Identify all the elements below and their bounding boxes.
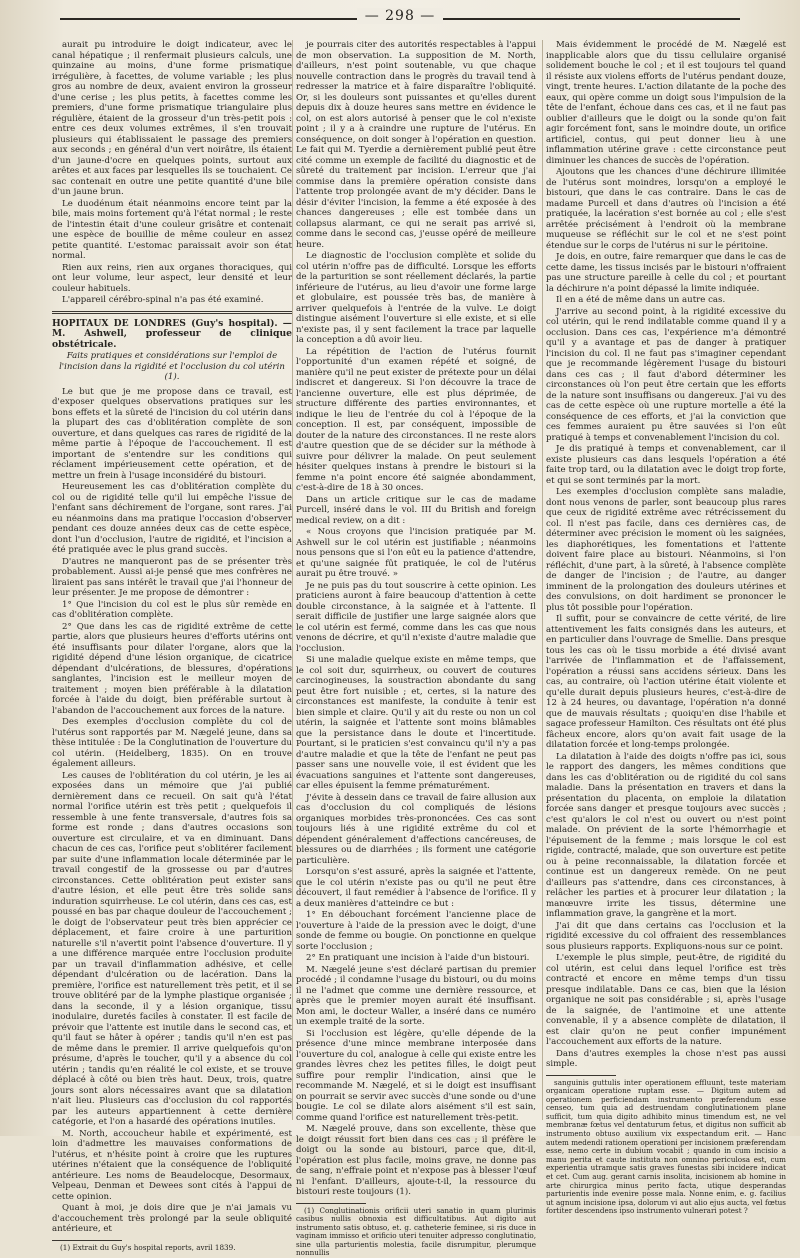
paragraph: Les exemples d'occlusion complète sans maladie, dont nous venons de parler, sont beaucoup plus rares que ceux de rigidité extrême avec rétrécissement du col. Il n'est pas facile, dans ces dernières cas, de déterminer avec précision le moment où les saignées, les diaphorétiques, les fomentations et l'attente doivent faire place au bistouri. Néanmoins, si l'on réfléchit, d'une part, à la sûreté, à l'absence complète de danger de l'incision ; de l'autre, au danger imminent de la prolongation des douleurs utérines et des convulsions, on doit hardiment se prononcer le plus tôt possible pour l'opération.	[546, 487, 786, 613]
paragraph: Rien aux reins, rien aux organes thoraciques, qui ont leur volume, leur aspect, leur densité et leur couleur habituels.	[52, 263, 292, 295]
paragraph: Les causes de l'oblitération du col utérin, je les ai exposées dans un mémoire que j'ai publié dernièrement dans ce recueil. On sait qu'à l'état normal l'orifice utérin est très petit ; quelquefois il ressemble à une fente transversale, d'autres fois sa forme est ronde ; dans d'autres occasions son ouverture est circulaire, et va en diminuant. Dans chacun de ces cas, l'orifice peut s'oblitérer facilement par suite d'une inflammation locale déterminée par le travail congestif de la grossesse ou par d'autres circonstances. Cette oblitération peut exister sans d'autre lésion, et elle peut être très solide sans induration squirrheuse. Le col utérin, dans ces cas, est poussé en bas par chaque douleur de l'accouchement ; le doigt de l'observateur peut très bien apprécier ce déplacement, et faire croire à une parturition naturelle s'il n'avertit point l'absence d'ouverture. Il y a une différence marquée entre l'occlusion produite par un travail d'inflammation adhésive, et celle dépendant d'ulcération ou de lacération. Dans la première, l'orifice est naturellement très petit, et il se trouve oblitéré par de la lymphe plastique organisée ; dans la seconde, il y a lésion organique, tissu inodulaire, duretés faciles à constater. Il est facile de prévoir que l'attente est inutile dans le second cas, et qu'il faut se hâter à opérer ; tandis qu'il n'en est pas de même dans le premier. Il arrive quelquefois qu'on présume, d'après le toucher, qu'il y a absence du col utérin ; tandis qu'en réalité le col existe, et se trouve déplacé à côté ou bien très haut. Deux, trois, quatre jours sont alors nécessaires avant que sa dilatation n'ait lieu. Plusieurs cas d'occlusion du col rapportés par les auteurs appartiennent à cette dernière catégorie, et l'on a hasardé des opérations inutiles.	[52, 771, 292, 1128]
footnote-rule	[546, 1075, 616, 1076]
column-1	[52, 40, 292, 1120]
footnote-rule	[296, 1203, 366, 1204]
paragraph: Dans un article critique sur le cas de madame Purcell, inséré dans le vol. III du British and foreign medical review, on a dit :	[296, 495, 536, 527]
paragraph: « Nous croyons que l'incision pratiquée par M. Ashwell sur le col utérin est justifiable ; néanmoins nous pensons que si l'on eût eu la patience d'attendre, et qu'une saignée fût pratiquée, le col de l'utérus aurait pu être trouvé. »	[296, 527, 536, 580]
paragraph: J'arrive au second point, à la rigidité excessive du col utérin, qui le rend indilatable comme quand il y a occlusion. Dans ces cas, l'expérience m'a démontré qu'il y a avantage et pas de danger à pratiquer l'incision du col. Il ne faut pas s'imaginer cependant que je recommande légèrement l'usage du bistouri dans ces cas ; il faut d'abord déterminer les circonstances où l'on peut être certain que les efforts de la nature sont insuffisans ou dangereux. J'ai vu des cas de cette espèce où une rupture mortelle a été la conséquence de ces efforts, et j'ai la conviction que ces femmes auraient pu être sauvées si l'on eût pratiqué à temps et convenablement l'incision du col.	[546, 307, 786, 444]
page-number-text: — 298 —	[357, 8, 444, 24]
paragraph: Ajoutons que les chances d'une déchirure illimitée de l'utérus sont moindres, lorsqu'on a employé le bistouri, que dans le cas contraire. Dans le cas de madame Purcell et dans d'autres où l'incision a été pratiquée, la lacération s'est bornée au col ; elle s'est arrêtée précisément à l'endroit où la membrane muqueuse se réfléchit sur le col et ne s'est point étendue sur le corps de l'utérus ni sur le péritoine.	[546, 167, 786, 251]
page-header	[0, 6, 800, 32]
paragraph: Je dois, en outre, faire remarquer que dans le cas de cette dame, les tissus incisés par le bistouri n'offraient pas une structure pareille à celle du col ; et pourtant la déchirure n'a point dépassé la limite indiquée.	[546, 252, 786, 294]
paragraph: aurait pu introduire le doigt indicateur, avec le canal hépatique ; il renfermait plusieurs calculs, une quinzaine au moins, d'une forme prismatique irrégulière, à facettes, de volume variable ; les plus gros au nombre de deux, avaient environ la grosseur d'une cerise ; les plus petits, à facettes comme les premiers, d'une forme prismatique triangulaire plus régulière, étaient de la grosseur d'un très-petit pois : entre ces deux volumes extrêmes, il s'en trouvait plusieurs qui établissaient le passage des premiers aux seconds ; en général d'un vert noirâtre, ils étaient d'un jaune-d'ocre en quelques points, surtout aux arêtes et aux faces par lesquelles ils se touchaient. Ce sac contenait en outre une petite quantité d'une bile d'un jaune brun.	[52, 40, 292, 198]
paragraph: Heureusement les cas d'oblitération complète du col ou de rigidité telle qu'il lui empêche l'issue de l'enfant sans déchirement de l'organe, sont rares. J'ai eu néanmoins dans ma pratique l'occasion d'observer pendant ces douze années deux cas de cette espèce, dont l'un d'occlusion, l'autre de rigidité, et l'incision a été pratiquée avec le plus grand succès.	[52, 482, 292, 556]
paragraph: M. Nægelé jeune s'est déclaré partisan du premier procédé ; il condamne l'usage du bistouri, ou du moins il ne l'admet que comme une dernière ressource, et après que le premier moyen aurait été insuffisant. Mon ami, le docteur Waller, a inséré dans ce numéro un exemple traité de la sorte.	[296, 965, 536, 1028]
paragraph: Dans d'autres exemples la chose n'est pas aussi simple.	[546, 1049, 786, 1070]
paragraph: M. North, accoucheur habile et expérimenté, est loin d'admettre les mauvaises conformations de l'utérus, et n'hésite point à croire que les ruptures utérines n'étaient que la conséquence de l'obliquité antérieure. Les noms de Beaudelocque, Desormaux, Velpeau, Denman et Dewees sont cités à l'appui de cette opinion.	[52, 1129, 292, 1203]
page-number	[0, 8, 800, 24]
paragraph: Il suffit, pour se convaincre de cette vérité, de lire attentivement les faits consignés dans les auteurs, et en particulier dans l'ouvrage de Smellie. Dans presque tous les cas où le tissu morbide a été divisé avant l'arrivée de l'inflammation et de l'affaissement, l'opération a réussi sans accidens sérieux. Dans les cas, au contraire, où l'action utérine était violente et qu'elle durait depuis plusieurs heures, c'est-à-dire de 12 à 24 heures, ou davantage, l'opération n'a donné que de mauvais résultats ; quoiqu'en dise l'habile et sagace professeur Hamilton. Ces résultats ont été plus fâcheux encore, alors qu'on avait fait usage de la dilatation forcée et long-temps prolongée.	[546, 614, 786, 751]
paragraph: 2° Que dans les cas de rigidité extrême de cette partie, alors que plusieurs heures d'efforts utérins ont été insuffisants pour dilater l'organe, alors que la rigidité dépend d'une lésion organique, de cicatrice dépendant d'ulcérations, de blessures, d'opérations sanglantes, l'incision est le meilleur moyen de traitement ; moyen bien préférable à la dilatation forcée à l'aide du doigt, bien préférable surtout à l'abandon de l'accouchement aux forces de la nature.	[52, 622, 292, 717]
paragraph: je pourrais citer des autorités respectables à l'appui de mon observation. La supposition de M. North, d'ailleurs, n'est point soutenable, vu que chaque nouvelle contraction dans le progrès du travail tend à redresser la matrice et à faire disparaître l'obliquité. Or, si les douleurs sont puissantes et qu'elles durent depuis dix à douze heures sans mettre en évidence le col, on est alors autorisé à penser que le col n'existe point ; il y a à craindre une rupture de l'utérus. En conséquence, on doit songer à l'opération en question. Le fait qui M. Tyerdie a dernièrement publié peut être cité comme un exemple de facilité du diagnostic et de sûreté du traitement par incision. L'erreur que j'ai commise dans la première opération consiste dans l'attente trop prolongée avant de m'y décider. Dans le désir d'éviter l'incision, la femme a été exposée à des chances dangereuses ; elle est tombée dans un collapsus alarmant, ce qui ne serait pas arrivé si, comme dans le second cas, j'eusse opéré de meilleure heure.	[296, 40, 536, 250]
paragraph: L'exemple le plus simple, peut-être, de rigidité du col utérin, est celui dans lequel l'orifice est très contracté et encore en même temps d'un tissu presque indilatable. Dans ce cas, bien que la lésion organique ne soit pas considérable ; si, après l'usage de la saignée, de l'antimoine et une attente convenable, il y a absence complète de dilatation, il est clair qu'on ne peut confier impunément l'accouchement aux efforts de la nature.	[546, 953, 786, 1048]
paragraph: Il en a été de même dans un autre cas.	[546, 295, 786, 306]
paragraph: J'évite à dessein dans ce travail de faire allusion aux cas d'occlusion du col compliqués de lésions organiques morbides très-prononcées. Ces cas sont toujours liés à une rigidité extrême du col et dépendent généralement d'affections cancéreuses, de blessures ou de diarrhées ; ils forment une catégorie particulière.	[296, 793, 536, 867]
paragraph: M. Nægelé prouve, dans son excellente, thèse que le doigt réussit fort bien dans ces cas ; il préfère le doigt ou la sonde au bistouri, parce que, dit-il, l'opération est plus facile, moins grave, ne donne pas de sang, n'effraie point et n'expose pas à blesser l'œuf ni l'enfant. D'ailleurs, ajoute-t-il, la ressource du bistouri reste toujours (1).	[296, 1124, 536, 1198]
paragraph: La répétition de l'action de l'utérus fournit l'opportunité d'un examen répété et soigné, de manière qu'il ne peut exister de prétexte pour un délai indiscret et dangereux. Si l'on découvre la trace de l'ancienne ouverture, elle est plus déprimée, de structure différente des parties environnantes, et indique le lieu de l'entrée du col à l'époque de la conception. Il est, par conséquent, impossible de douter de la nature des circonstances. Il ne reste alors d'autre question que de se décider sur la méthode à suivre pour délivrer la malade. On peut seulement hésiter quelques instans à prendre le bistouri si la femme n'a point encore été saignée abondamment, c'est-à-dire de 18 à 30 onces.	[296, 347, 536, 494]
article-heading: HOPITAUX DE LONDRES (Guy's hospital). — M. Ashwell, professeur de clinique obstétricale.	[52, 319, 292, 351]
paragraph: Lorsqu'on s'est assuré, après la saignée et l'attente, que le col utérin n'existe pas ou qu'il ne peut être découvert, il faut remédier à l'absence de l'orifice. Il y a deux manières d'atteindre ce but :	[296, 867, 536, 909]
article-subheading: Faits pratiques et considérations sur l'emploi de l'incision dans la rigidité et l'occlusion du col utérin (1).	[52, 351, 292, 383]
footnote-rule	[52, 1240, 122, 1241]
paragraph: Le but que je me propose dans ce travail, est d'exposer quelques observations pratiques sur les bons effets et la sûreté de l'incision du col utérin dans la plupart des cas d'oblitération complète de son ouverture, et dans quelques cas rares de rigidité de la même partie à l'époque de l'accouchement. Il est important de s'entendre sur les conditions qui réclament impérieusement cette opération, et de mettre un frein à l'usage inconsidéré du bistouri.	[52, 387, 292, 482]
paragraph: Le duodénum était néanmoins encore teint par la bile, mais moins fortement qu'à l'état normal ; le reste de l'intestin était d'une couleur grisâtre et contenait une espèce de bouillie de même couleur en assez petite quantité. L'estomac paraissait avoir son état normal.	[52, 199, 292, 262]
section-rule	[52, 311, 292, 314]
paragraph: J'ai dit que dans certains cas l'occlusion et la rigidité excessive du col offraient des ressemblances sous plusieurs rapports. Expliquons-nous sur ce point.	[546, 921, 786, 953]
column-3	[546, 40, 786, 1120]
column-divider	[292, 40, 293, 1120]
paragraph: 1° Que l'incision du col est le plus sûr remède en cas d'oblitération complète.	[52, 600, 292, 621]
footnote: (1) Conglutinationis orificii uteri sanatio in quam plurimis casibus nullis obnoxia est difficultatibus. Aut digito aut instrumento satis obtuso, et. g. catheterie feminee, si ris duce in vaginam immisso et orificio uteri tenuiter adpresso conglutinatio, sine ulla parturientis molestia, facile disrumpitur, plerumque nonnullis	[296, 1207, 536, 1258]
paragraph: Mais évidemment le procédé de M. Nægelé est inapplicable alors que du tissu cellulaire organisé solidement bouche le col ; et il est toujours tel quand il résiste aux violens efforts de l'utérus pendant douze, vingt, trente heures. L'action dilatante de la poche des eaux, qui opère comme un doigt sous l'impulsion de la tête de l'enfant, échoue dans ces cas, et il ne faut pas oublier d'ailleurs que le doigt ou la sonde qu'on fait agir forcément font, sans le moindre doute, un orifice artificiel, contus, qui peut donner lieu à une inflammation utérine grave : cette circonstance peut diminuer les chances de succès de l'opération.	[546, 40, 786, 166]
paragraph: Quant à moi, je dois dire que je n'ai jamais vu d'accouchement très prolongé par la seule obliquité antérieure, et	[52, 1203, 292, 1235]
paragraph: Le diagnostic de l'occlusion complète et solide du col utérin n'offre pas de difficulté. Lorsque les efforts de la parturition se sont réellement déclarés, la partie inférieure de l'utérus, au lieu d'avoir une forme large et globulaire, est poussée très bas, de manière à arriver quelquefois à l'entrée de la vulve. Le doigt distingue aisément l'ouverture si elle existe, et si elle n'existe pas, il y sent facilement la trace par laquelle la conception a dû avoir lieu.	[296, 251, 536, 346]
column-divider	[542, 40, 543, 1120]
paragraph: Je ne puis pas du tout souscrire à cette opinion. Les praticiens auront à faire beaucoup d'attention à cette double circonstance, à la saignée et à l'attente. Il serait difficile de justifier une large saignée alors que le col utérin est fermé, comme dans les cas que nous venons de décrire, et qu'il n'existe d'autre maladie que l'occlusion.	[296, 581, 536, 655]
paragraph: L'appareil cérébro-spinal n'a pas été examiné.	[52, 295, 292, 306]
paragraph: Je dis pratiqué à temps et convenablement, car il existe plusieurs cas dans lesquels l'opération a été faite trop tard, ou la dilatation avec le doigt trop forte, et qui se sont terminés par la mort.	[546, 444, 786, 486]
paragraph: D'autres ne manqueront pas de se présenter très probablement. Aussi ai-je pensé que mes confrères ne liraient pas sans intérêt le travail que j'ai l'honneur de leur présenter. Je me propose de démontrer :	[52, 557, 292, 599]
paragraph: Des exemples d'occlusion complète du col de l'utérus sont rapportés par M. Nægelé jeune, dans sa thèse intitulée : De la Conglutination de l'ouverture du col utérin. (Heidelberg, 1835). On en trouve également ailleurs.	[52, 717, 292, 770]
paragraph: La dilatation à l'aide des doigts n'offre pas ici, sous le rapport des dangers, les mêmes conditions que dans les cas d'oblitération ou de rigidité du col sans maladie. Dans la présentation en travers et dans la présentation du placenta, on emploie la dilatation forcée sans danger et presque toujours avec succès ; c'est qu'alors le col n'est ou ouvert ou n'est point malade. On prévient de la sorte l'hémorrhagie et l'épuisement de la femme ; mais lorsque le col est rigide, contracté, malade, que son ouverture est petite ou à peine reconnaissable, la dilatation forcée et continue est un dangereux remède. On ne peut d'ailleurs pas s'attendre, dans ces circonstances, à relâcher les parties et à procurer leur dilatation ; la manœuvre irrite les tissus, détermine une inflammation grave, la gangrène et la mort.	[546, 752, 786, 920]
paragraph: 1° En débouchant forcément l'ancienne place de l'ouverture à l'aide de la pression avec le doigt, d'une sonde de femme ou bougie. On ponctionne en quelque sorte l'occlusion ;	[296, 910, 536, 952]
footnote: (1) Extrait du Guy's hospital reports, avril 1839.	[52, 1244, 292, 1253]
paragraph: Si une maladie quelque existe en même temps, que le col soit dur, squirrheux, ou couvert de coutures carcinogineuses, la soustraction abondante du sang peut être fort nuisible ; et, certes, si la nature des circonstances est manifeste, la conduite à tenir est bien simple et claire. Qu'il y ait du reste ou non un col utérin, la saignée et l'attente sont moins blâmables que la persistance dans le doute et l'incertitude. Pourtant, si le praticien s'est convaincu qu'il n'y a pas d'autre maladie et que la tête de l'enfant ne peut pas passer sans une nouvelle voie, il est évident que les évacuations sanguines et l'attente sont dangereuses, car elles épuisent la femme prématurément.	[296, 655, 536, 792]
latin-footnote-continuation: sanguinis guttulis inter operationem effluunt, teste materiam organicam operatione ruptam esse. — Digitum autem ad operationem perficiendam instrumento præferendum esse censeo, tum quia ad destruendam conglutinationem plane sufficit, tum quia digito adhibito minus timendum est, ne vel membranæ fœtus vel dentaturum fetus, et digitus non sufficit ab instrumento obtuso auxilium vix exspectandum erit. — Hanc autem medendi rationem operationi per incisionem præferendam esse, nemo certe in dubium vocabit ; quando in cum incisio a manu perita et caute instituta non omnino periculosa est, cum experientia utramque satis graves funestas sibi incidere indicat et cet. Cum aug. gerant carnis insolita, incisionem ab homine in arte chirurgica minus perito facta, utique desperandas parturientis inde evenire posse mala. Nonne enim, e. g. facilius ut agnum incisione ipsa, dolorum vi aut alio ejus aucta, vel fœtus fortiter descendens ipso instrumento vulnerari potest ?	[546, 1079, 786, 1217]
paragraph: 2° En pratiquant une incision à l'aide d'un bistouri.	[296, 953, 536, 964]
paragraph: Si l'occlusion est légère, qu'elle dépende de la présence d'une mince membrane interposée dans l'ouverture du col, analogue à celle qui existe entre les grandes lèvres chez les petites filles, le doigt peut suffire pour remplir l'indication, ainsi que le recommande M. Nægelé, et si le doigt est insuffisant on pourrait se servir avec succès d'une sonde ou d'une bougie. Le col se dilate alors aisément s'il est sain, comme quand l'orifice est naturellement très-petit.	[296, 1029, 536, 1124]
column-2	[296, 40, 536, 1120]
